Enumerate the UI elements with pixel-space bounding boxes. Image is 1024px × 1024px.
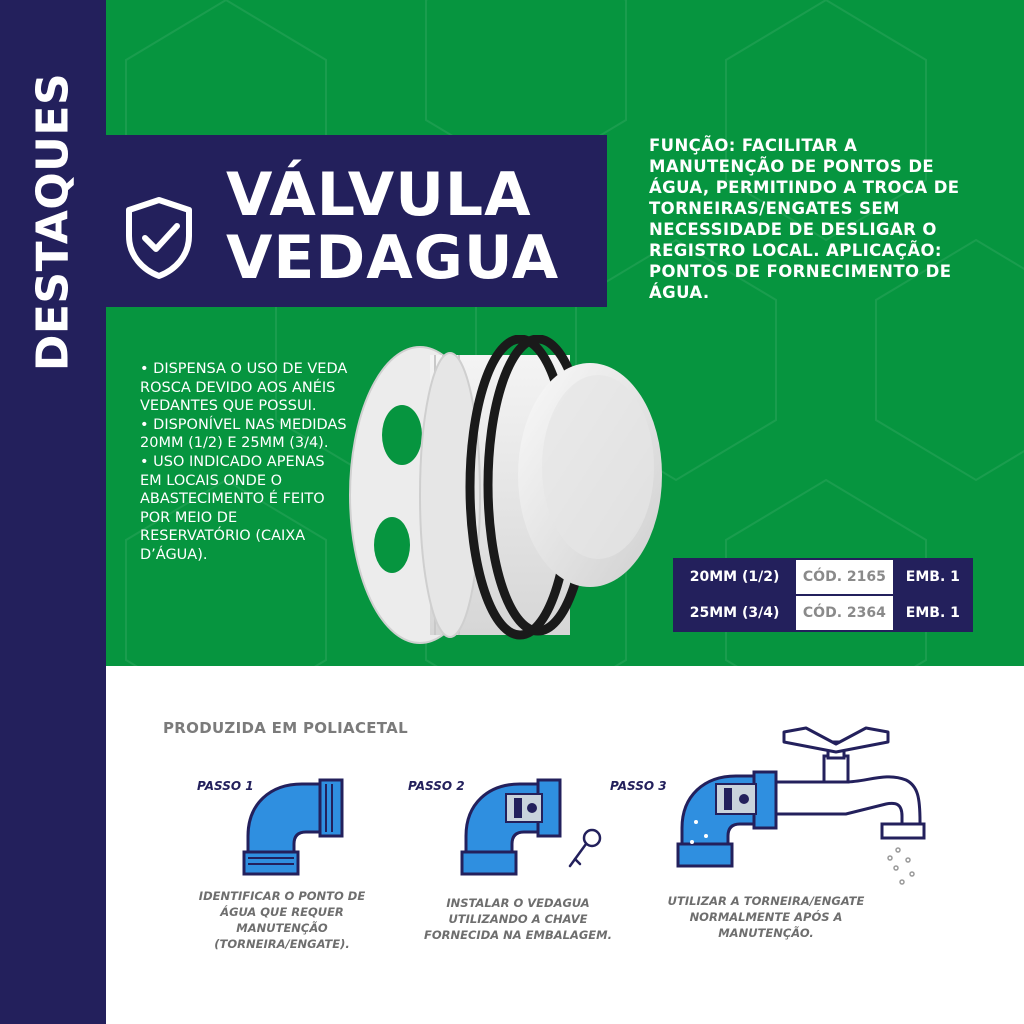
spec-code: CÓD. 2364	[795, 595, 894, 631]
spec-pack: EMB. 1	[894, 595, 972, 631]
sidebar	[0, 0, 106, 1024]
step-3-label: PASSO 3	[610, 779, 667, 793]
feature-list	[140, 360, 350, 565]
table-row	[674, 559, 972, 595]
table-row	[674, 595, 972, 631]
feature-item: • USO INDICADO APENAS EM LOCAIS ONDE O ABASTECIMENTO É FEITO POR MEIO DE RESERVATÓRIO (CAIXA D’ÁGUA).	[140, 453, 325, 563]
sidebar-label: DESTAQUES	[27, 72, 79, 372]
shield-check-icon	[123, 196, 195, 280]
spec-size: 25MM (3/4)	[674, 595, 795, 631]
product-image	[340, 335, 670, 645]
elbow-fitting-icon	[240, 776, 350, 876]
feature-item: • DISPONÍVEL NAS MEDIDAS 20MM (1/2) E 25MM (3/4).	[140, 416, 347, 452]
step-1-description: IDENTIFICAR O PONTO DE ÁGUA QUE REQUER MANUTENÇÃO (TORNEIRA/ENGATE).	[198, 889, 366, 951]
function-description: FUNÇÃO: FACILITAR A MANUTENÇÃO DE PONTOS DE ÁGUA, PERMITINDO A TROCA DE TORNEIRAS/ENGATES SEM NECESSIDADE DE DESLIGAR O REGISTRO LOCAL. APLICAÇÃO: PONTOS DE FORNECIMENTO DE ÁGUA.	[649, 136, 960, 302]
material-label: PRODUZIDA EM POLIACETAL	[163, 719, 408, 737]
title-line-1: VÁLVULA	[226, 160, 532, 230]
faucet-icon	[676, 722, 926, 892]
step-3-description: UTILIZAR A TORNEIRA/ENGATE NORMALMENTE APÓS A MANUTENÇÃO.	[667, 894, 865, 940]
spec-code: CÓD. 2165	[795, 559, 894, 595]
spec-size: 20MM (1/2)	[674, 559, 795, 595]
title-line-2: VEDAGUA	[226, 223, 560, 293]
key-tool-icon	[566, 826, 606, 870]
feature-item: • DISPENSA O USO DE VEDA ROSCA DEVIDO AOS ANÉIS VEDANTES QUE POSSUI.	[140, 361, 348, 415]
spec-table	[673, 558, 973, 632]
step-2-description: INSTALAR O VEDAGUA UTILIZANDO A CHAVE FORNECIDA NA EMBALAGEM.	[424, 896, 612, 942]
elbow-fitting-icon	[458, 776, 568, 876]
spec-pack: EMB. 1	[894, 559, 972, 595]
step-2-label: PASSO 2	[408, 779, 465, 793]
step-1-label: PASSO 1	[197, 779, 254, 793]
